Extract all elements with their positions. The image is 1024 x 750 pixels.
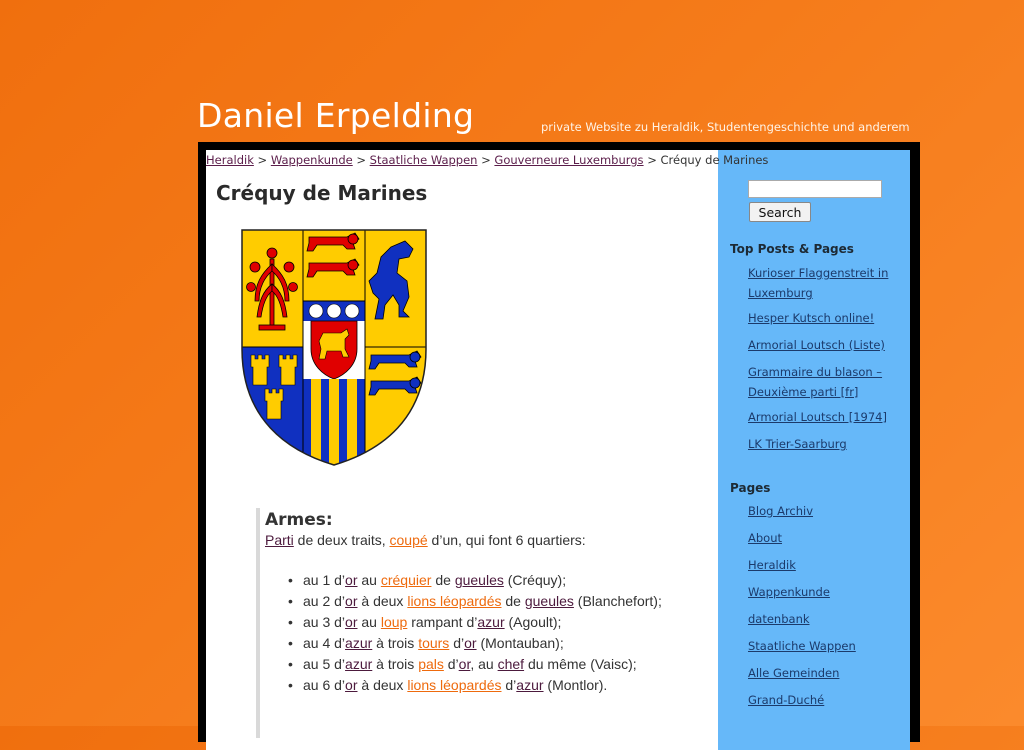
breadcrumb-separator: >: [647, 153, 657, 167]
link-azur[interactable]: azur: [345, 635, 373, 651]
link-lions-leopardes[interactable]: lions léopardés: [407, 677, 502, 693]
link-or[interactable]: or: [458, 656, 471, 672]
link-chef[interactable]: chef: [497, 656, 525, 672]
blazon-quarter-6: • au 6 d’or à deux lions léopardés d’azur (Montlor).: [265, 675, 695, 696]
breadcrumb-gouverneure[interactable]: Gouverneure Luxemburgs: [494, 153, 644, 167]
link-gueules[interactable]: gueules: [454, 572, 504, 588]
link-azur[interactable]: azur: [477, 614, 505, 630]
link-pals[interactable]: pals: [418, 656, 444, 672]
link-or[interactable]: or: [345, 593, 358, 609]
top-posts-list: [748, 263, 903, 454]
page-link-wappenkunde[interactable]: Wappenkunde: [748, 585, 830, 599]
page-link-about[interactable]: About: [748, 531, 783, 545]
link-crequier[interactable]: créquier: [380, 572, 432, 588]
link-or[interactable]: or: [345, 572, 358, 588]
page-title: Créquy de Marines: [216, 181, 428, 205]
search-input[interactable]: [748, 180, 882, 198]
page-link-staatliche-wappen[interactable]: Staatliche Wappen: [748, 639, 856, 653]
top-post-link[interactable]: Hesper Kutsch online!: [748, 311, 875, 325]
top-post-link[interactable]: Armorial Loutsch (Liste): [748, 338, 885, 352]
link-loup[interactable]: loup: [380, 614, 408, 630]
blazon-quarter-5: • au 5 d’azur à trois pals d’or, au chef du même (Vaisc);: [265, 654, 695, 675]
link-gueules[interactable]: gueules: [524, 593, 574, 609]
page-link-alle-gemeinden[interactable]: Alle Gemeinden: [748, 666, 840, 680]
top-post-link[interactable]: Armorial Loutsch [1974]: [748, 410, 887, 424]
pages-title: Pages: [730, 481, 771, 495]
site-title[interactable]: Daniel Erpelding: [197, 96, 475, 135]
blazon-quarter-2: • au 2 d’or à deux lions léopardés de gueules (Blanchefort);: [265, 591, 695, 612]
breadcrumb-separator: >: [481, 153, 491, 167]
breadcrumb-current: Créquy de Marines: [660, 153, 769, 167]
blazon-intro: Parti de deux traits, coupé d’un, qui font 6 quartiers:: [265, 532, 586, 548]
link-azur[interactable]: azur: [516, 677, 544, 693]
top-posts-title: Top Posts & Pages: [730, 242, 854, 256]
search-button[interactable]: Search: [749, 202, 811, 222]
link-tours[interactable]: tours: [418, 635, 450, 651]
breadcrumb-staatliche-wappen[interactable]: Staatliche Wappen: [369, 153, 478, 167]
page-link-datenbank[interactable]: datenbank: [748, 612, 810, 626]
breadcrumb: [206, 153, 768, 167]
link-parti[interactable]: Parti: [265, 532, 294, 548]
breadcrumb-separator: >: [257, 153, 268, 167]
breadcrumb-separator: >: [356, 153, 367, 167]
armes-heading: Armes:: [265, 510, 333, 530]
page-link-heraldik[interactable]: Heraldik: [748, 558, 796, 572]
blazon-quarter-3: • au 3 d’or au loup rampant d’azur (Agoult);: [265, 612, 695, 633]
page-link-grand-duche[interactable]: Grand-Duché: [748, 693, 825, 707]
blazon-quarter-1: • au 1 d’or au créquier de gueules (Créquy);: [265, 570, 695, 591]
top-post-link[interactable]: Grammaire du blason – Deuxième parti [fr]: [748, 365, 883, 399]
blazon-list: [265, 570, 695, 696]
breadcrumb-heraldik[interactable]: Heraldik: [206, 153, 254, 167]
link-or[interactable]: or: [345, 614, 358, 630]
top-post-link[interactable]: Kurioser Flaggenstreit in Luxemburg: [748, 266, 889, 300]
pages-list: [748, 501, 903, 710]
coat-of-arms-image[interactable]: [241, 229, 427, 467]
link-coupe[interactable]: coupé: [389, 532, 428, 548]
breadcrumb-wappenkunde[interactable]: Wappenkunde: [270, 153, 353, 167]
top-post-link[interactable]: LK Trier-Saarburg: [748, 437, 847, 451]
link-or[interactable]: or: [464, 635, 477, 651]
link-lions-leopardes[interactable]: lions léopardés: [407, 593, 502, 609]
blazon-quarter-4: • au 4 d’azur à trois tours d’or (Montauban);: [265, 633, 695, 654]
link-azur[interactable]: azur: [345, 656, 373, 672]
page-link-blog-archiv[interactable]: Blog Archiv: [748, 504, 814, 518]
link-or[interactable]: or: [345, 677, 358, 693]
site-tagline: private Website zu Heraldik, Studentengeschichte und anderem: [541, 120, 910, 134]
